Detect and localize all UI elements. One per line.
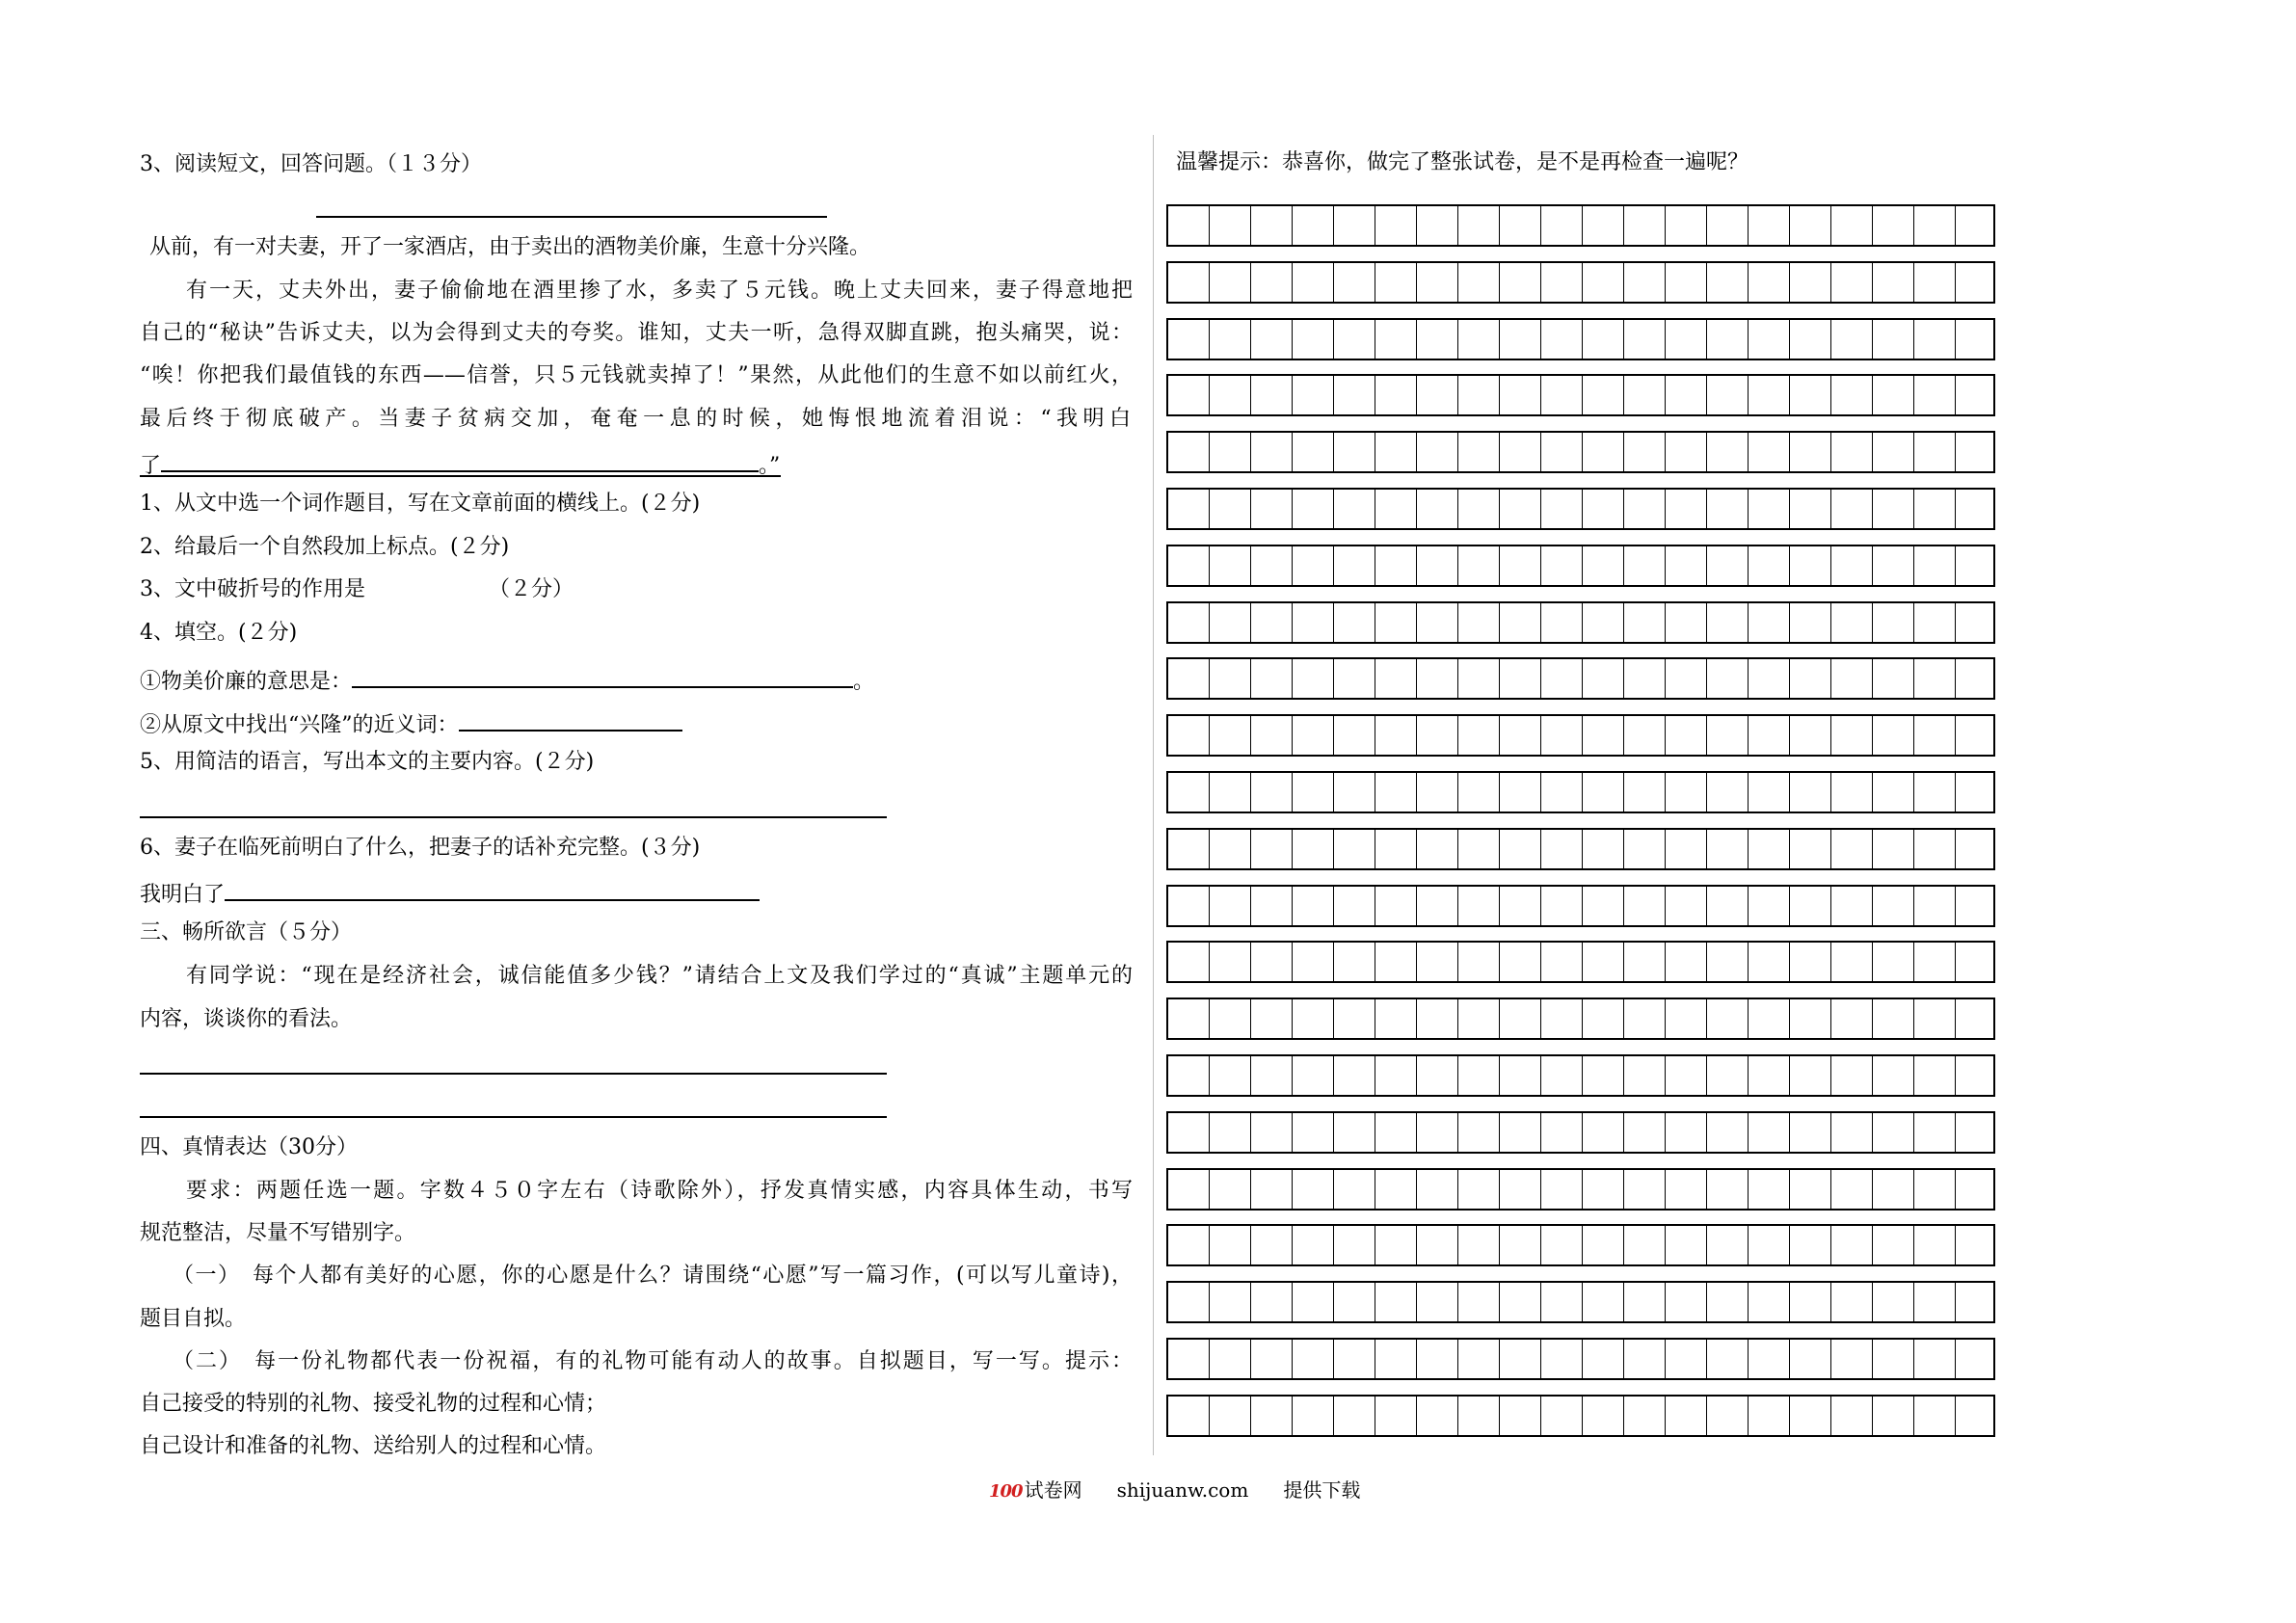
grid-row[interactable] xyxy=(1166,1338,1995,1380)
grid-row[interactable] xyxy=(1166,1281,1995,1323)
opinion-answer-line-2[interactable] xyxy=(140,1116,887,1118)
grid-row[interactable] xyxy=(1166,941,1995,983)
grid-row[interactable] xyxy=(1166,431,1995,473)
option-2-line-3: 自己设计和准备的礼物、送给别人的过程和心情。 xyxy=(140,1434,607,1458)
grid-row[interactable] xyxy=(1166,601,1995,644)
site-name: 试卷网 xyxy=(1024,1478,1082,1502)
grid-row[interactable] xyxy=(1166,885,1995,927)
grid-row[interactable] xyxy=(1166,318,1995,360)
column-divider xyxy=(1153,135,1154,1455)
grid-row[interactable] xyxy=(1166,545,1995,587)
passage-paragraph-2-line-4: 最后终于彻底破产。当妻子贫病交加，奄奄一息的时候，她悔恨地流着泪说：“我明白 xyxy=(140,407,1133,431)
option-2-line-1: （二） 每一份礼物都代表一份祝福，有的礼物可能有动人的故事。自拟题目，写一写。提示： xyxy=(173,1349,1133,1373)
sub-question-6: 6、妻子在临死前明白了什么，把妻子的话补充完整。(３分) xyxy=(140,836,701,860)
site-domain[interactable]: shijuanw.com xyxy=(1116,1478,1249,1502)
warm-tip: 温馨提示：恭喜你，做完了整张试卷，是不是再检查一遍呢？ xyxy=(1176,150,1749,174)
footer xyxy=(989,1477,1360,1504)
section-3-title: 三、畅所欲言（５分） xyxy=(140,920,353,945)
grid-row[interactable] xyxy=(1166,1395,1995,1437)
grid-row[interactable] xyxy=(1166,261,1995,304)
sub-question-1: 1、从文中选一个词作题目，写在文章前面的横线上。(２分) xyxy=(140,492,701,516)
item-1-text: ①物美价廉的意思是： xyxy=(140,670,353,694)
passage-paragraph-2-line-3: “唉！你把我们最值钱的东西——信誉，只５元钱就卖掉了！”果然，从此他们的生意不如以前红火， xyxy=(140,363,1133,387)
answer-prefix: 我明白了 xyxy=(140,883,226,907)
sub-question-3-text: 3、文中破折号的作用是 xyxy=(140,577,365,601)
fill-in-end: 。” xyxy=(759,454,781,478)
sub-question-6-answer xyxy=(140,876,760,910)
option-1-line-1: （一） 每个人都有美好的心愿，你的心愿是什么？请围绕“心愿”写一篇习作，(可以写儿童诗)， xyxy=(173,1264,1133,1288)
sub-question-4: 4、填空。(２分) xyxy=(140,621,298,645)
realization-blank[interactable] xyxy=(161,447,759,472)
grid-row[interactable] xyxy=(1166,771,1995,813)
grid-row[interactable] xyxy=(1166,1054,1995,1097)
grid-row[interactable] xyxy=(1166,828,1995,870)
meaning-blank[interactable] xyxy=(352,663,853,688)
grid-row[interactable] xyxy=(1166,374,1995,416)
sub-question-5: 5、用简洁的语言，写出本文的主要内容。(２分) xyxy=(140,750,595,774)
passage-paragraph-2-line-2: 自己的“秘诀”告诉丈夫，以为会得到丈夫的夸奖。谁知，丈夫一听，急得双脚直跳，抱头痛哭，说： xyxy=(140,321,1133,345)
option-1-line-2: 题目自拟。 xyxy=(140,1307,247,1331)
grid-row[interactable] xyxy=(1166,204,1995,247)
grid-row[interactable] xyxy=(1166,1224,1995,1266)
synonym-blank[interactable] xyxy=(459,706,682,732)
item-2-text: ②从原文中找出“兴隆”的近义词： xyxy=(140,713,459,737)
site-logo-icon: 100 xyxy=(989,1481,1023,1502)
grid-row[interactable] xyxy=(1166,1168,1995,1211)
grid-row[interactable] xyxy=(1166,714,1995,757)
sub-question-2: 2、给最后一个自然段加上标点。(２分) xyxy=(140,535,510,559)
grid-row[interactable] xyxy=(1166,998,1995,1040)
sub-question-3 xyxy=(140,575,574,604)
section-4-title: 四、真情表达（30分） xyxy=(140,1135,358,1159)
fill-in-start: 了 xyxy=(140,454,162,478)
question-3-title: 3、阅读短文，回答问题。（１３分） xyxy=(140,152,482,176)
option-2-line-2: 自己接受的特别的礼物、接受礼物的过程和心情； xyxy=(140,1392,607,1416)
passage-paragraph-2-line-1: 有一天，丈夫外出，妻子偷偷地在酒里掺了水，多卖了５元钱。晚上丈夫回来，妻子得意地把 xyxy=(186,279,1133,303)
section-3-prompt-line-1: 有同学说：“现在是经济社会，诚信能值多少钱？”请结合上文及我们学过的“真诚”主题单元的 xyxy=(186,964,1133,988)
download-note: 提供下载 xyxy=(1283,1478,1361,1502)
grid-row[interactable] xyxy=(1166,488,1995,530)
section-4-requirement-line-2: 规范整洁，尽量不写错别字。 xyxy=(140,1221,416,1245)
sub-question-4-item-2 xyxy=(140,706,682,740)
understanding-blank[interactable] xyxy=(225,876,760,901)
sub-question-4-item-1 xyxy=(140,663,874,697)
title-answer-line xyxy=(316,216,827,218)
realization-underline xyxy=(140,475,781,477)
sub-question-3-points: （２分） xyxy=(489,577,574,601)
section-4-requirement-line-1: 要求：两题任选一题。字数４５０字左右（诗歌除外），抒发真情实感，内容具体生动，书写 xyxy=(186,1179,1133,1203)
section-3-prompt-line-2: 内容，谈谈你的看法。 xyxy=(140,1007,353,1031)
passage-paragraph-1: 从前，有一对夫妻，开了一家酒店，由于卖出的酒物美价廉，生意十分兴隆。 xyxy=(149,235,871,259)
opinion-answer-line-1[interactable] xyxy=(140,1073,887,1075)
summary-answer-line[interactable] xyxy=(140,816,887,818)
item-1-end: 。 xyxy=(853,670,875,694)
grid-row[interactable] xyxy=(1166,1111,1995,1154)
grid-row[interactable] xyxy=(1166,657,1995,700)
